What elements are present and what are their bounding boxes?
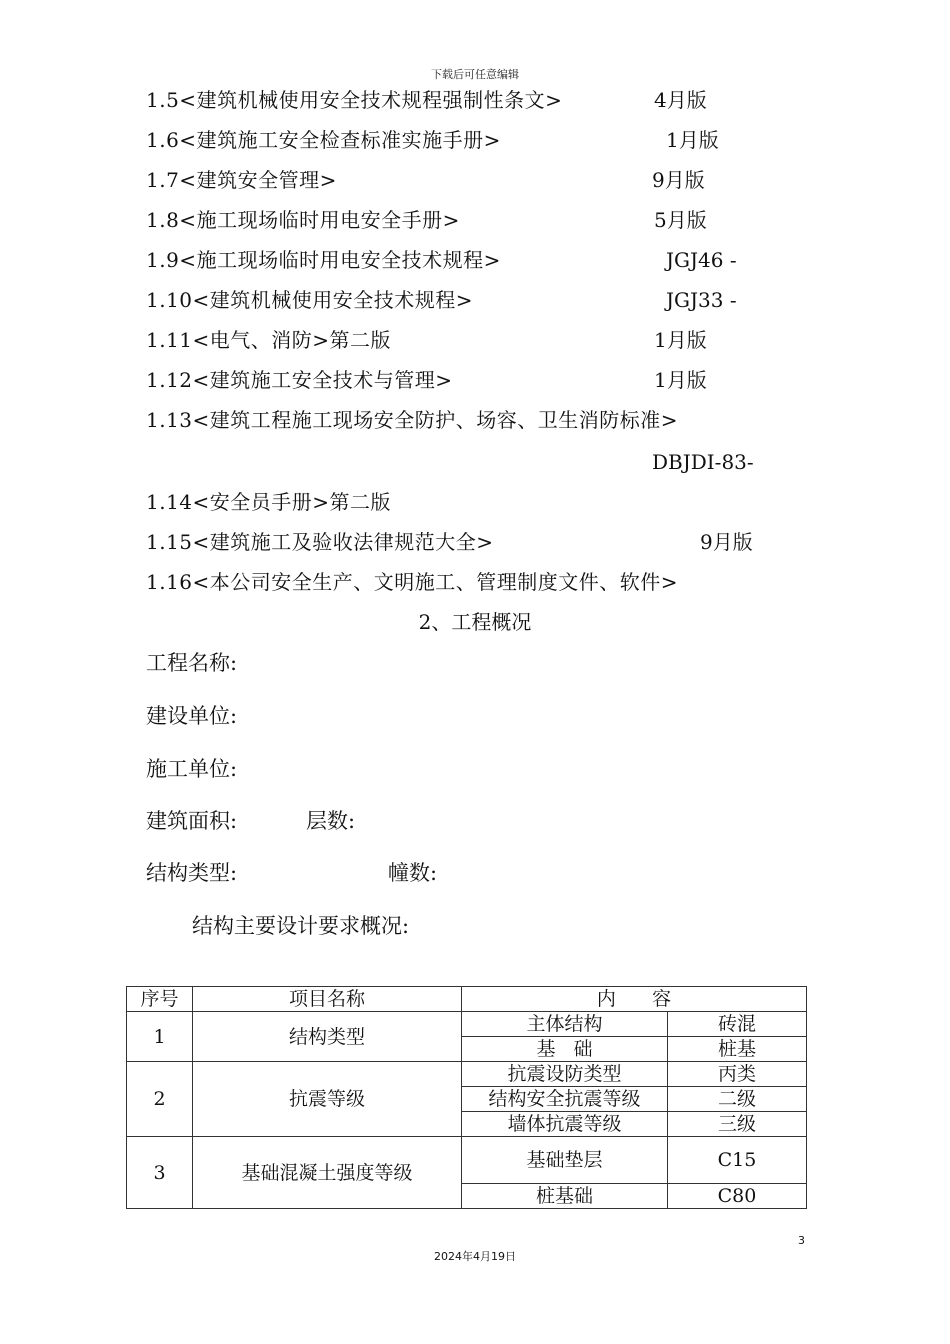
section-title: 2、工程概况 — [418, 610, 532, 634]
header-item: 项目名称 — [193, 987, 462, 1012]
reference-item: 1.15<建筑施工及验收法律规范大全> — [146, 530, 494, 554]
reference-date: 1月版 — [654, 368, 707, 392]
footer-date: 2024年4月19日 — [434, 1250, 516, 1263]
reference-item: 1.8<施工现场临时用电安全手册> — [146, 208, 460, 232]
design-summary-label: 结构主要设计要求概况: — [192, 914, 410, 938]
reference-date: JGJ46 - — [666, 248, 737, 272]
reference-date: JGJ33 - — [666, 288, 737, 312]
detail-value: 砖混 — [668, 1012, 807, 1037]
reference-item: 1.11<电气、消防>第二版 — [146, 328, 392, 352]
reference-item: 1.13<建筑工程施工现场安全防护、场容、卫生消防标准> — [146, 408, 679, 432]
floors-label: 层数: — [306, 809, 356, 833]
row-item: 结构类型 — [193, 1012, 462, 1062]
building-area-label: 建筑面积: — [146, 809, 238, 833]
project-name-label: 工程名称: — [146, 651, 238, 675]
row-no: 2 — [127, 1062, 193, 1137]
reference-date: DBJDI-83- — [652, 450, 754, 474]
detail-value: 二级 — [668, 1087, 807, 1112]
detail-label: 墙体抗震等级 — [462, 1112, 668, 1137]
detail-value: C15 — [668, 1137, 807, 1184]
buildings-count-label: 幢数: — [388, 861, 438, 885]
header-note: 下载后可任意编辑 — [431, 68, 519, 81]
page-number: 3 — [798, 1234, 805, 1247]
reference-item: 1.7<建筑安全管理> — [146, 168, 337, 192]
detail-value: 三级 — [668, 1112, 807, 1137]
table-header-row — [127, 987, 807, 1012]
reference-item: 1.10<建筑机械使用安全技术规程> — [146, 288, 474, 312]
reference-date: 9月版 — [652, 168, 705, 192]
detail-label: 主体结构 — [462, 1012, 668, 1037]
reference-item: 1.14<安全员手册>第二版 — [146, 490, 392, 514]
detail-label: 桩基础 — [462, 1184, 668, 1209]
row-item: 基础混凝土强度等级 — [193, 1137, 462, 1209]
structure-type-label: 结构类型: — [146, 861, 238, 885]
detail-label: 抗震设防类型 — [462, 1062, 668, 1087]
header-no: 序号 — [127, 987, 193, 1012]
reference-item: 1.16<本公司安全生产、文明施工、管理制度文件、软件> — [146, 570, 679, 594]
contractor-label: 施工单位: — [146, 757, 238, 781]
reference-item: 1.9<施工现场临时用电安全技术规程> — [146, 248, 501, 272]
table-row — [127, 1062, 807, 1087]
reference-date: 5月版 — [654, 208, 707, 232]
detail-value: 桩基 — [668, 1037, 807, 1062]
reference-date: 9月版 — [700, 530, 753, 554]
detail-label: 基 础 — [462, 1037, 668, 1062]
detail-value: 丙类 — [668, 1062, 807, 1087]
reference-date: 1月版 — [666, 128, 719, 152]
detail-label: 基础垫层 — [462, 1137, 668, 1184]
detail-value: C80 — [668, 1184, 807, 1209]
design-requirements-table — [126, 986, 807, 1209]
table-row — [127, 1012, 807, 1037]
reference-item: 1.5<建筑机械使用安全技术规程强制性条文> — [146, 88, 563, 112]
reference-item: 1.12<建筑施工安全技术与管理> — [146, 368, 453, 392]
detail-label: 结构安全抗震等级 — [462, 1087, 668, 1112]
table-row — [127, 1137, 807, 1184]
row-item: 抗震等级 — [193, 1062, 462, 1137]
row-no: 3 — [127, 1137, 193, 1209]
reference-date: 4月版 — [654, 88, 707, 112]
reference-date: 1月版 — [654, 328, 707, 352]
row-no: 1 — [127, 1012, 193, 1062]
developer-label: 建设单位: — [146, 704, 238, 728]
header-content: 内 容 — [462, 987, 807, 1012]
reference-item: 1.6<建筑施工安全检查标准实施手册> — [146, 128, 501, 152]
